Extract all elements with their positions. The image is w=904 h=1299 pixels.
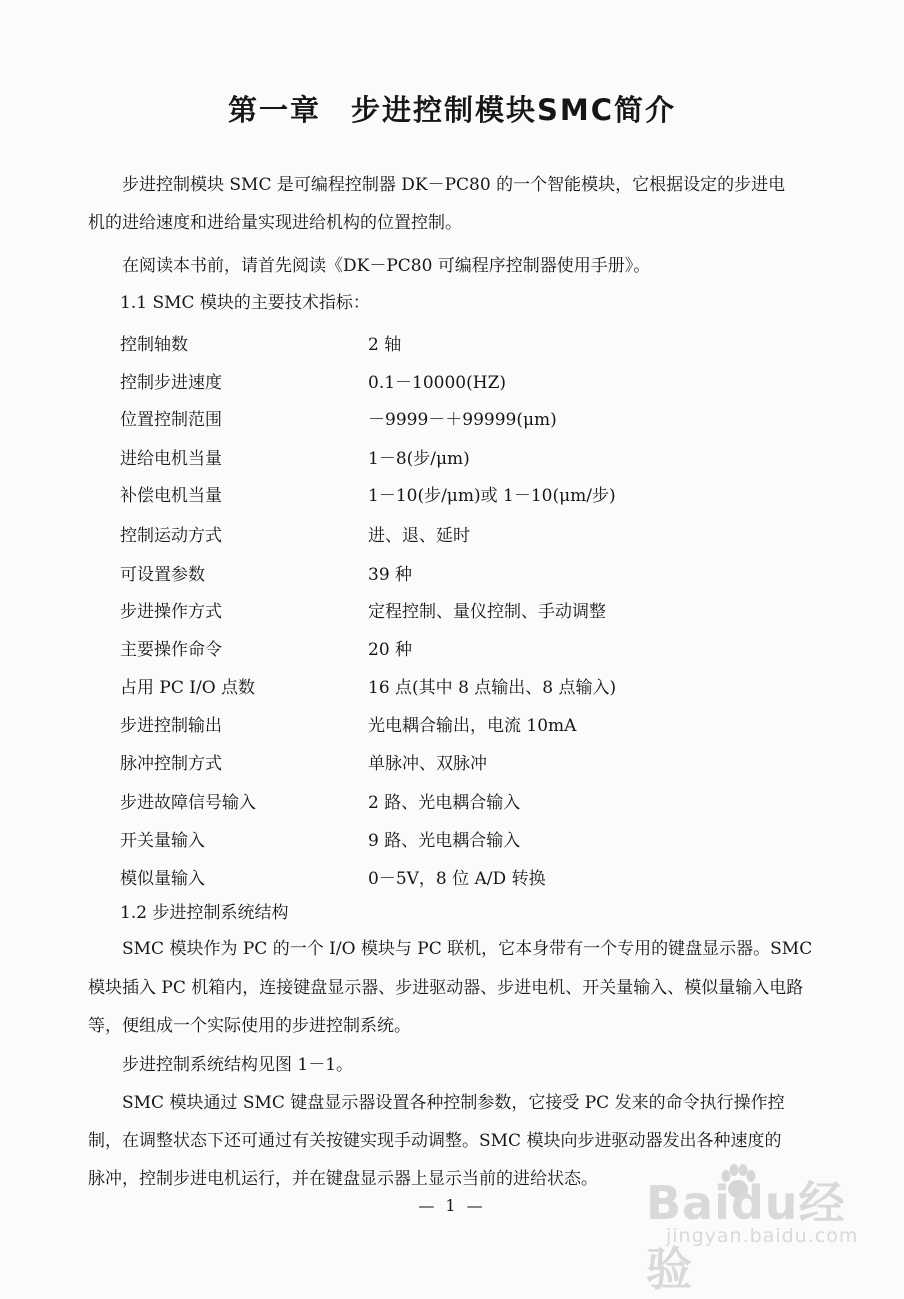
spec-label: 主要操作命令 bbox=[120, 640, 222, 660]
spec-value: 9 路、光电耦合输入 bbox=[368, 831, 521, 851]
paragraph-line: 脉冲，控制步进电机运行，并在键盘显示器上显示当前的进给状态。 bbox=[88, 1169, 598, 1189]
spec-label: 占用 PC I/O 点数 bbox=[120, 678, 256, 698]
chapter-title bbox=[0, 88, 904, 129]
spec-label: 控制轴数 bbox=[120, 335, 188, 355]
spec-label: 进给电机当量 bbox=[120, 449, 222, 469]
spec-label: 脉冲控制方式 bbox=[120, 754, 222, 774]
chapter-number: 第一章 bbox=[227, 93, 321, 127]
spec-value: 16 点(其中 8 点输出、8 点输入) bbox=[368, 678, 617, 698]
spec-value: －9999－＋99999(μm) bbox=[368, 410, 557, 430]
intro-line-1: 步进控制模块 SMC 是可编程控制器 DK－PC80 的一个智能模块，它根据设定的步进电 bbox=[122, 175, 786, 195]
spec-label: 位置控制范围 bbox=[120, 410, 222, 430]
paragraph-line: SMC 模块通过 SMC 键盘显示器设置各种控制参数，它接受 PC 发来的命令执行操作控 bbox=[122, 1093, 785, 1113]
paragraph-line: 步进控制系统结构见图 1－1。 bbox=[122, 1055, 354, 1075]
section-heading-1-2: 1.2 步进控制系统结构 bbox=[120, 903, 289, 923]
spec-label: 步进故障信号输入 bbox=[120, 793, 256, 813]
page-number: — 1 — bbox=[418, 1196, 486, 1215]
spec-value: 0－5V，8 位 A/D 转换 bbox=[368, 869, 546, 889]
section-heading-1-1: 1.1 SMC 模块的主要技术指标： bbox=[120, 293, 370, 313]
spec-label: 控制运动方式 bbox=[120, 526, 222, 546]
spec-value: 2 轴 bbox=[368, 335, 402, 355]
spec-value: 1－8(步/μm) bbox=[368, 449, 470, 469]
spec-value: 0.1－10000(HZ) bbox=[368, 373, 507, 393]
baidu-watermark bbox=[646, 1167, 876, 1296]
spec-label: 可设置参数 bbox=[120, 565, 205, 585]
spec-value: 1－10(步/μm)或 1－10(μm/步) bbox=[368, 486, 616, 506]
spec-value: 单脉冲、双脉冲 bbox=[368, 754, 487, 774]
spec-label: 步进控制输出 bbox=[120, 716, 222, 736]
intro-line-3: 在阅读本书前，请首先阅读《DK－PC80 可编程序控制器使用手册》。 bbox=[122, 256, 651, 276]
spec-value: 2 路、光电耦合输入 bbox=[368, 793, 521, 813]
paragraph-line: SMC 模块作为 PC 的一个 I/O 模块与 PC 联机，它本身带有一个专用的键盘显示器。SMC bbox=[122, 939, 813, 959]
spec-value: 定程控制、量仪控制、手动调整 bbox=[368, 602, 606, 622]
spec-label: 步进操作方式 bbox=[120, 602, 222, 622]
intro-line-2: 机的进给速度和进给量实现进给机构的位置控制。 bbox=[88, 213, 462, 233]
paragraph-line: 制，在调整状态下还可通过有关按键实现手动调整。SMC 模块向步进驱动器发出各种速度的 bbox=[88, 1131, 782, 1151]
spec-label: 补偿电机当量 bbox=[120, 486, 222, 506]
watermark-brand: Baidu经验 bbox=[646, 1176, 846, 1296]
paragraph-line: 等，便组成一个实际使用的步进控制系统。 bbox=[88, 1016, 411, 1036]
spec-label: 开关量输入 bbox=[120, 831, 205, 851]
spec-label: 模似量输入 bbox=[120, 869, 205, 889]
spec-label: 控制步进速度 bbox=[120, 373, 222, 393]
spec-value: 20 种 bbox=[368, 640, 413, 660]
spec-value: 进、退、延时 bbox=[368, 526, 470, 546]
chapter-name: 步进控制模块SMC简介 bbox=[350, 93, 677, 127]
spec-value: 光电耦合输出，电流 10mA bbox=[368, 716, 577, 736]
paragraph-line: 模块插入 PC 机箱内，连接键盘显示器、步进驱动器、步进电机、开关量输入、模似量输入电路 bbox=[88, 978, 804, 998]
spec-value: 39 种 bbox=[368, 565, 413, 585]
watermark-url: jingyan.baidu.com bbox=[666, 1225, 859, 1247]
